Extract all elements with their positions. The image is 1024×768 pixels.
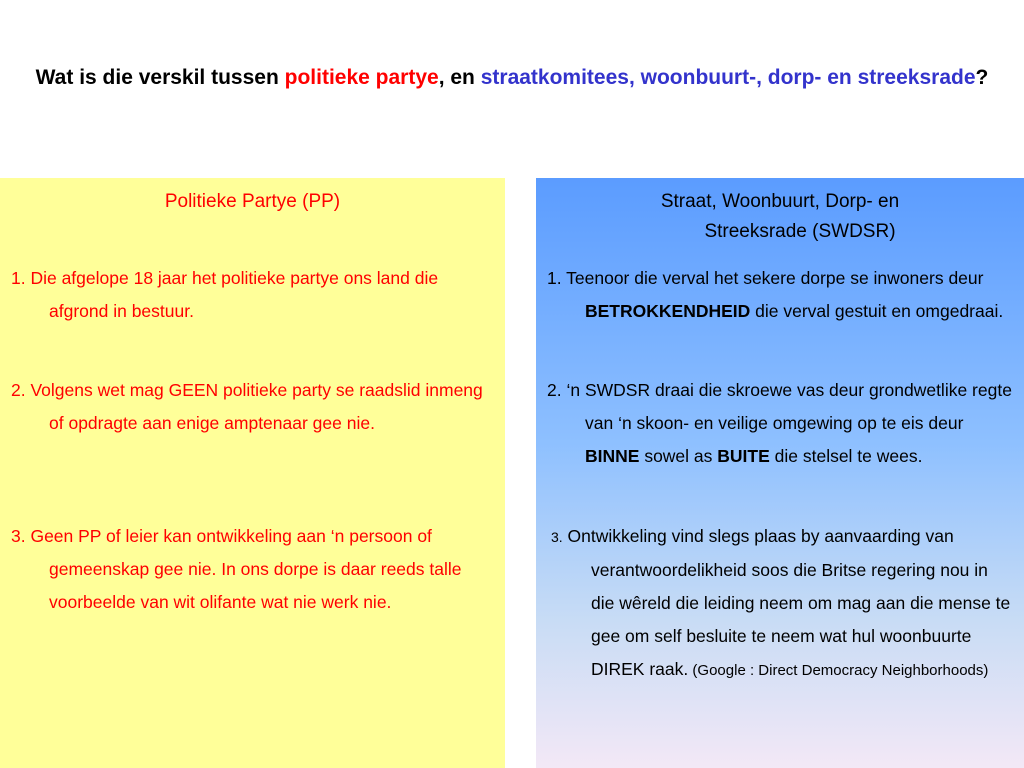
right-item-3-text: Ontwikkeling vind slegs plaas by aanvaarding van verantwoordelikheid soos die Britse regering nou in die wêreld die leiding neem om mag aan die mense te gee om self besluite te neem wat hul woonbuurte DIREK raak. [562, 526, 1011, 679]
right-item-3 [551, 520, 1013, 687]
left-item-1: 1. Die afgelope 18 jaar het politieke partye ons land die afgrond in bestuur. [11, 268, 439, 321]
title-part3: ? [975, 66, 989, 89]
right-item-2-bold-binne: BINNE [585, 446, 640, 466]
left-column-heading: Politieke Partye (PP) [164, 191, 341, 212]
left-column-panel [0, 178, 505, 768]
right-heading-line2: Streeksrade (SWDSR) [704, 221, 896, 242]
right-item-3-number: 3. [551, 529, 563, 545]
right-heading-line1: Straat, Woonbuurt, Dorp- en [660, 191, 900, 212]
left-item-2: 2. Volgens wet mag GEEN politieke party se raadslid inmeng of opdragte aan enige amptenaar gee nie. [11, 380, 483, 433]
right-item-2-text-c: die stelsel te wees. [769, 446, 923, 466]
right-item-1 [547, 262, 1017, 328]
title-part1: Wat is die verskil tussen [35, 66, 285, 89]
right-item-2-bold-buite: BUITE [717, 446, 770, 466]
right-item-1-text-a: 1. Teenoor die verval het sekere dorpe se inwoners deur [547, 268, 984, 288]
right-column-panel [536, 178, 1024, 768]
right-item-3-note: (Google : Direct Democracy Neighborhoods) [688, 662, 989, 679]
title-part2: , en [438, 66, 481, 89]
title-highlight-political-parties: politieke partye [284, 66, 439, 89]
slide-title [0, 62, 1024, 93]
title-highlight-councils: straatkomitees, woonbuurt-, dorp- en streeksrade [480, 66, 976, 89]
right-column-heading [536, 187, 1024, 247]
left-item-3: 3. Geen PP of leier kan ontwikkeling aan ‘n persoon of gemeenskap gee nie. In ons dorpe is daar reeds talle voorbeelde van wit olifante wat nie werk nie. [11, 526, 462, 612]
right-item-2 [547, 374, 1017, 473]
right-item-1-bold: BETROKKENDHEID [585, 301, 751, 321]
right-item-2-text-b: sowel as [639, 446, 718, 466]
right-item-2-text-a: 2. ‘n SWDSR draai die skroewe vas deur grondwetlike regte van ‘n skoon- en veilige omgewing op te eis deur [547, 380, 1012, 433]
right-item-1-text-b: die verval gestuit en omgedraai. [750, 301, 1004, 321]
